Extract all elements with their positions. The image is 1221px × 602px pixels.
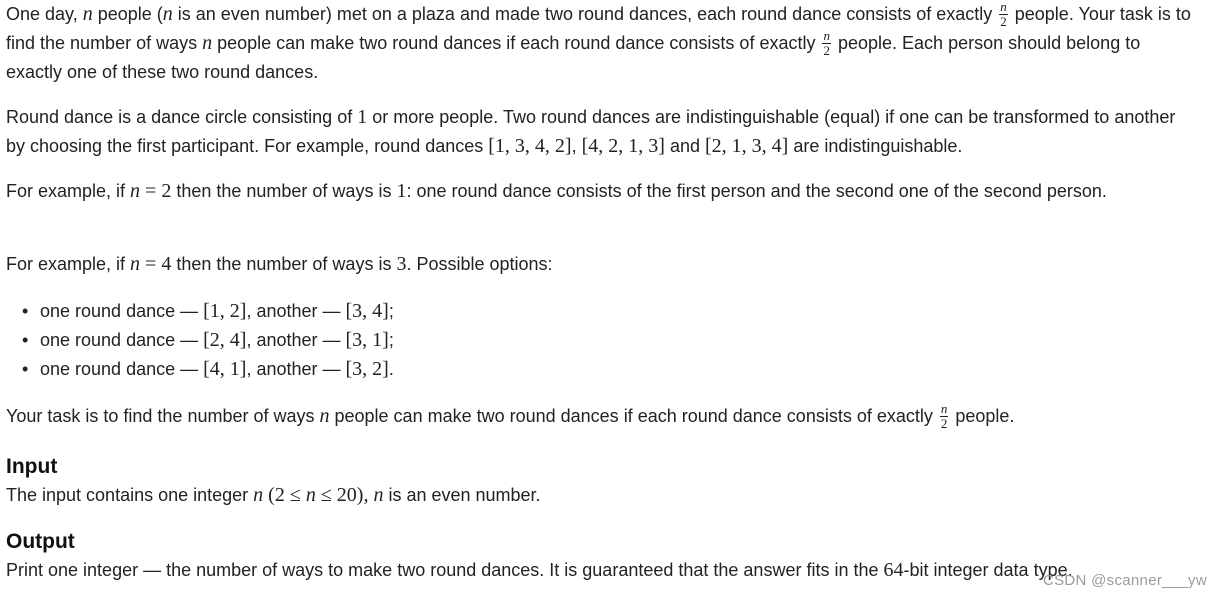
math-n: n [162, 3, 173, 25]
text: one round dance — [40, 301, 204, 321]
text: : one round dance consists of the first person and the second one of the second person. [406, 181, 1107, 201]
text: One day, [6, 4, 83, 24]
text: people ( [92, 4, 163, 24]
math-n: n [373, 484, 384, 506]
fraction-n-over-2: $\frac{n}{2}$ [940, 401, 948, 431]
output-description [6, 556, 1073, 585]
math-n: n [253, 484, 264, 506]
text: , [571, 136, 582, 156]
text: ; [388, 301, 394, 321]
text: -bit integer data type. [903, 560, 1073, 580]
list-item [40, 326, 394, 355]
text: people. Your task is to find the number of ways [6, 4, 1191, 53]
math-value: 1 [396, 180, 407, 202]
text: ; [388, 330, 394, 350]
math-n: n [130, 180, 141, 202]
math-one: 1 [357, 106, 368, 128]
math-set: [4, 1] [203, 358, 247, 380]
math-eq: = 4 [140, 253, 172, 275]
math-range: (2 ≤ [263, 484, 306, 506]
math-n: n [319, 405, 330, 427]
text: people can make two round dances if each round dance consists of exactly [212, 33, 821, 53]
math-example-1: [1, 3, 4, 2] [488, 135, 572, 157]
example-n2 [6, 177, 1107, 206]
list-item [40, 297, 394, 326]
math-value: 3 [396, 253, 407, 275]
math-n: n [82, 3, 93, 25]
text: people can make two round dances if each round dance consists of exactly [329, 406, 938, 426]
list-item [40, 355, 394, 384]
text: For example, if [6, 254, 131, 274]
task-restatement [6, 402, 1014, 431]
input-description [6, 481, 541, 510]
text: people. Each person should belong to exactly one of these two round dances. [6, 33, 1141, 82]
text: one round dance — [40, 330, 204, 350]
text: For example, if [6, 181, 131, 201]
example-n4 [6, 250, 553, 279]
text: , another — [246, 359, 346, 379]
math-n: n [305, 484, 316, 506]
text: people. [950, 406, 1015, 426]
math-set: [3, 4] [345, 300, 389, 322]
math-bits: 64 [883, 559, 904, 581]
text: or more people. Two round dances are indistinguishable (equal) if one can be transformed to another by choosing the first participant. For example, round dances [6, 107, 1176, 156]
math-range: ≤ 20), [315, 484, 374, 506]
text: then the number of ways is [171, 254, 397, 274]
math-example-3: [2, 1, 3, 4] [704, 135, 789, 157]
text: Print one integer — the number of ways to make two round dances. It is guaranteed that the answer fits in the [6, 560, 884, 580]
math-example-2: [4, 2, 1, 3] [581, 135, 665, 157]
fraction-n-over-2: $\frac{n}{2}$ [1000, 0, 1007, 29]
text: then the number of ways is [171, 181, 397, 201]
text: are indistinguishable. [788, 136, 963, 156]
input-heading: Input [6, 455, 58, 478]
round-dance-definition [6, 103, 1196, 161]
math-set: [3, 1] [345, 329, 389, 351]
text: and [664, 136, 705, 156]
text: one round dance — [40, 359, 204, 379]
math-n: n [130, 253, 141, 275]
text: The input contains one integer [6, 485, 254, 505]
math-n: n [202, 32, 213, 54]
math-set: [2, 4] [203, 329, 247, 351]
text: . [388, 359, 394, 379]
text: , another — [246, 330, 346, 350]
output-heading: Output [6, 530, 75, 553]
text: is an even number) met on a plaza and made two round dances, each round dance consists of exactly [172, 4, 998, 24]
text: Round dance is a dance circle consisting of [6, 107, 358, 127]
text: . Possible options: [406, 254, 553, 274]
watermark: CSDN @scanner___yw [1042, 572, 1207, 589]
math-set: [3, 2] [345, 358, 389, 380]
options-list [6, 297, 394, 384]
fraction-n-over-2: $\frac{n}{2}$ [823, 28, 830, 58]
math-eq: = 2 [140, 180, 172, 202]
text: is an even number. [383, 485, 541, 505]
intro-paragraph [6, 0, 1196, 87]
math-set: [1, 2] [203, 300, 247, 322]
text: , another — [246, 301, 346, 321]
text: Your task is to find the number of ways [6, 406, 320, 426]
